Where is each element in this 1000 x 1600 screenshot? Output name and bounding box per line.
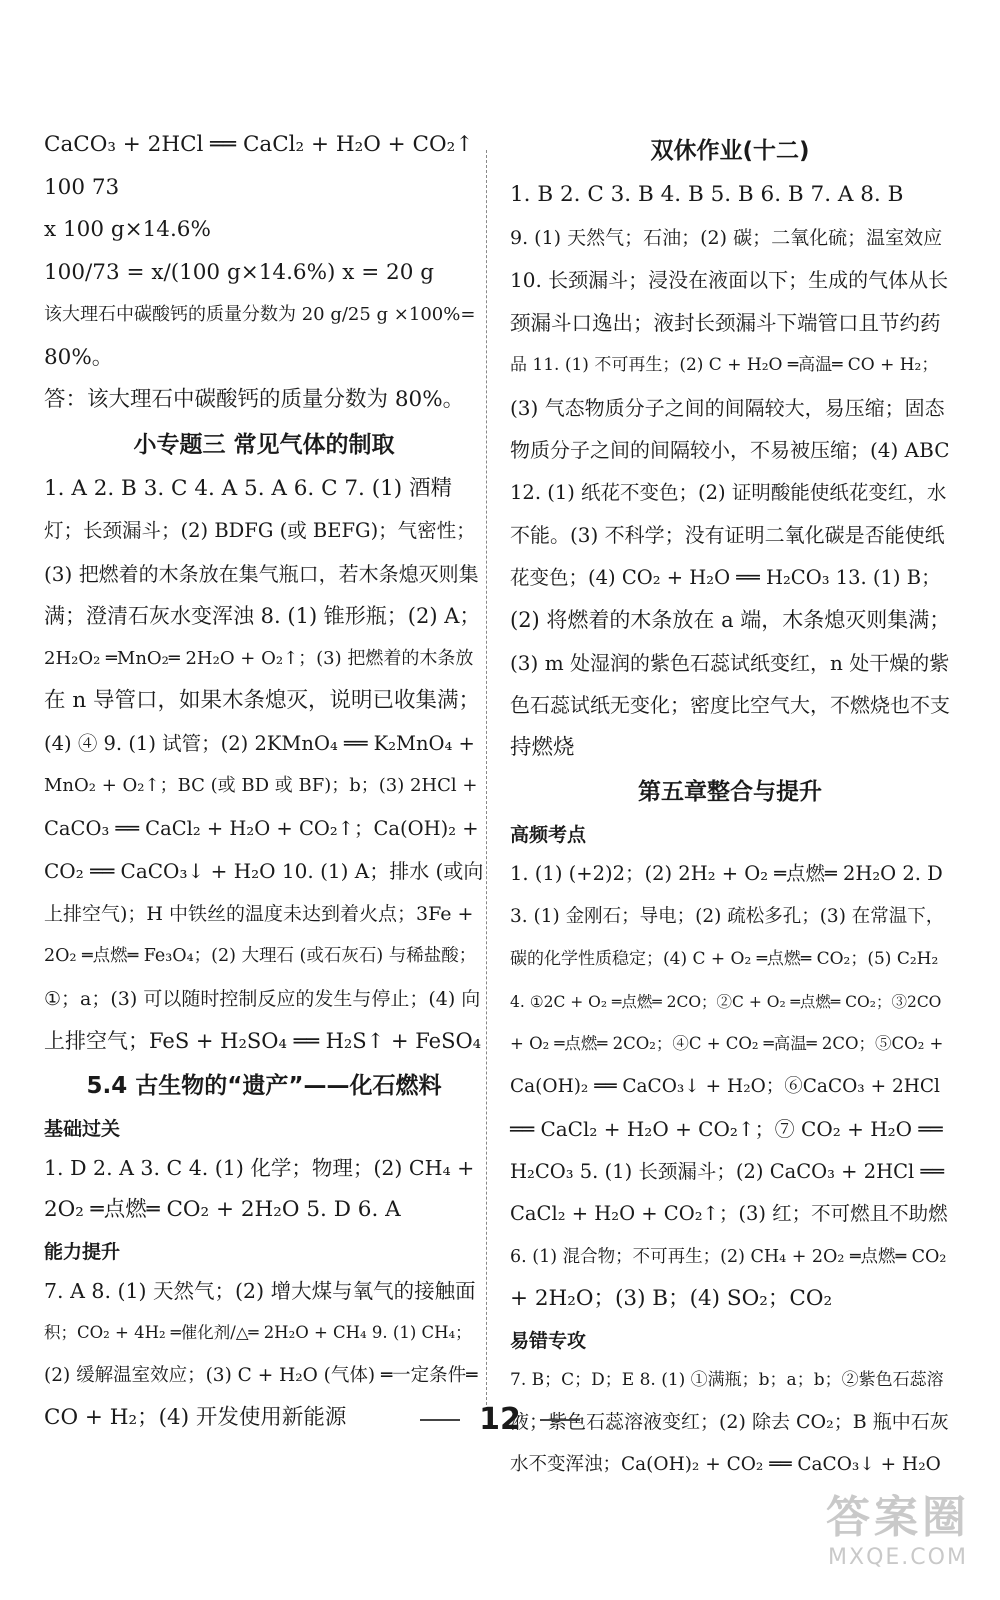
answer-line: 100/73 = x/(100 g×14.6%) x = 20 g [44,259,435,285]
answer-line: 7. B；C；D；E 8. (1) ①满瓶；b；a；b；②紫色石蕊溶 [510,1369,944,1390]
subsection-label: 基础过关 [44,1117,121,1140]
answer-line: 答：该大理石中碳酸钙的质量分数为 80%。 [44,387,465,412]
answer-line: (3) 气态物质分子之间的间隔较大，易压缩；固态 [510,395,945,420]
answer-line: 1. D 2. A 3. C 4. (1) 化学；物理；(2) CH₄ + [44,1155,475,1180]
answer-line: 10. 长颈漏斗；浸没在液面以下；生成的气体从长 [510,268,949,292]
footer-dash-right [540,1419,580,1421]
answer-line: 12. (1) 纸花不变色；(2) 证明酸能使纸花变红，水 [510,480,947,504]
answer-line: CO + H₂；(4) 开发使用新能源 [44,1405,347,1430]
answer-line: 80%。 [44,344,114,370]
answer-line: 100 73 [44,174,120,200]
answer-line: 水不变浑浊；Ca(OH)₂ + CO₂ ══ CaCO₃↓ + H₂O [510,1453,941,1475]
answer-line: 1. (1) (+2)2；(2) 2H₂ + O₂ ═点燃═ 2H₂O 2. D [510,862,943,885]
page-number: 12 [479,1402,521,1437]
answer-line: CaCl₂ + H₂O + CO₂↑；(3) 红；不可燃且不助燃 [510,1202,948,1225]
watermark-logo [826,1481,970,1570]
answer-line: 在 n 导管口，如果木条熄灭，说明已收集满； [44,688,481,713]
answer-line: 6. (1) 混合物；不可再生；(2) CH₄ + 2O₂ ═点燃═ CO₂ [510,1246,947,1267]
subsection-label: 易错专攻 [510,1329,587,1352]
answer-line: CaCO₃ + 2HCl ══ CaCl₂ + H₂O + CO₂↑ [44,132,474,157]
answer-line: 液；紫色石蕊溶液变红；(2) 除去 CO₂；B 瓶中石灰 [510,1411,949,1433]
answer-line: 色石蕊试纸无变化；密度比空气大，不燃烧也不支 [510,693,950,717]
answer-line: 不能。(3) 不科学；没有证明二氧化碳是否能使纸 [510,523,945,547]
answer-line: 颈漏斗口逸出；液封长颈漏斗下端管口且节约药 [510,310,941,335]
answer-line: 满；澄清石灰水变浑浊 8. (1) 锥形瓶；(2) A； [44,604,481,628]
answer-line: + O₂ ═点燃═ 2CO₂；④C + CO₂ ═高温═ 2CO；⑤CO₂ + [510,1034,944,1053]
answer-line: 花变色；(4) CO₂ + H₂O ══ H₂CO₃ 13. (1) B； [510,565,941,589]
answer-line: 碳的化学性质稳定；(4) C + O₂ ═点燃═ CO₂；(5) C₂H₂ [510,949,939,969]
section-heading: 5.4 古生物的“遗产”——化石燃料 [86,1072,442,1099]
answer-line: ①；a；(3) 可以随时控制反应的发生与停止；(4) 向 [44,987,481,1010]
subsection-label: 高频考点 [510,824,587,846]
answer-line: 积；CO₂ + 4H₂ ═催化剂/△═ 2H₂O + CH₄ 9. (1) CH₄； [44,1323,472,1342]
subsection-label: 能力提升 [44,1240,121,1263]
answer-line: 品 11. (1) 不可再生；(2) C + H₂O ═高温═ CO + H₂； [510,355,939,375]
watermark-url: MXQE.COM [828,1545,968,1570]
answer-line: x 100 g×14.6% [44,217,211,242]
answer-line: 上排空气)；H 中铁丝的温度未达到着火点；3Fe + [44,902,474,925]
section-heading: 第五章整合与提升 [638,779,822,805]
answer-line: (3) 把燃着的木条放在集气瓶口，若木条熄灭则集 [44,561,479,586]
answer-line: (3) m 处湿润的紫色石蕊试纸变红，n 处干燥的紫 [510,650,950,675]
answer-line: (4) ④ 9. (1) 试管；(2) 2KMnO₄ ══ K₂MnO₄ + [44,731,475,755]
answer-line: 3. (1) 金刚石；导电；(2) 疏松多孔；(3) 在常温下， [510,905,945,927]
answer-line: (2) 缓解温室效应；(3) C + H₂O (气体) ═一定条件═ [44,1364,478,1386]
answer-line: Ca(OH)₂ ══ CaCO₃↓ + H₂O；⑥CaCO₃ + 2HCl [510,1075,940,1097]
answer-line: 7. A 8. (1) 天然气；(2) 增大煤与氧气的接触面 [44,1278,476,1303]
answer-line: (2) 将燃着的木条放在 a 端，木条熄灭则集满； [510,608,951,632]
answer-line: CO₂ ══ CaCO₃↓ + H₂O 10. (1) A；排水 (或向 [44,859,484,883]
section-heading: 双休作业(十二) [650,138,810,164]
column-divider [486,150,487,1410]
watermark-text: 答案圈 [826,1492,970,1543]
page-footer [0,1402,1000,1437]
answer-line: + 2H₂O；(3) B；(4) SO₂；CO₂ [510,1286,833,1311]
left-column [44,130,484,1446]
footer-dash-left [420,1419,460,1421]
answer-line: 2O₂ ═点燃═ Fe₃O₄；(2) 大理石 (或石灰石) 与稀盐酸； [44,946,477,966]
answer-line: 持燃烧 [510,734,575,760]
answer-line: 2H₂O₂ ═MnO₂═ 2H₂O + O₂↑；(3) 把燃着的木条放 [44,647,474,669]
answer-line: H₂CO₃ 5. (1) 长颈漏斗；(2) CaCO₃ + 2HCl ══ [510,1159,944,1183]
answer-line: 4. ①2C + O₂ ═点燃═ 2CO；②C + O₂ ═点燃═ CO₂；③2CO [510,992,942,1011]
answer-line: CaCO₃ ══ CaCl₂ + H₂O + CO₂↑；Ca(OH)₂ + [44,816,479,840]
answer-line: 灯；长颈漏斗；(2) BDFG (或 BEFG)；气密性； [44,519,476,542]
answer-line: 1. A 2. B 3. C 4. A 5. A 6. C 7. (1) 酒精 [44,475,453,501]
answer-line: 上排空气；FeS + H₂SO₄ ══ H₂S↑ + FeSO₄ [44,1029,482,1053]
answer-line: 该大理石中碳酸钙的质量分数为 20 g/25 g ×100%= [44,304,476,325]
section-heading: 小专题三 常见气体的制取 [133,431,395,458]
right-column [510,130,950,1492]
answer-line: 1. B 2. C 3. B 4. B 5. B 6. B 7. A 8. B [510,182,904,207]
answer-line: ══ CaCl₂ + H₂O + CO₂↑；⑦ CO₂ + H₂O ══ [510,1117,943,1141]
answer-line: 9. (1) 天然气；石油；(2) 碳；二氧化硫；温室效应 [510,226,943,249]
answer-line: MnO₂ + O₂↑；BC (或 BD 或 BF)；b；(3) 2HCl + [44,775,478,796]
answer-line: 2O₂ ═点燃═ CO₂ + 2H₂O 5. D 6. A [44,1197,401,1222]
answer-line: 物质分子之间的间隔较小，不易被压缩；(4) ABC [510,438,950,462]
